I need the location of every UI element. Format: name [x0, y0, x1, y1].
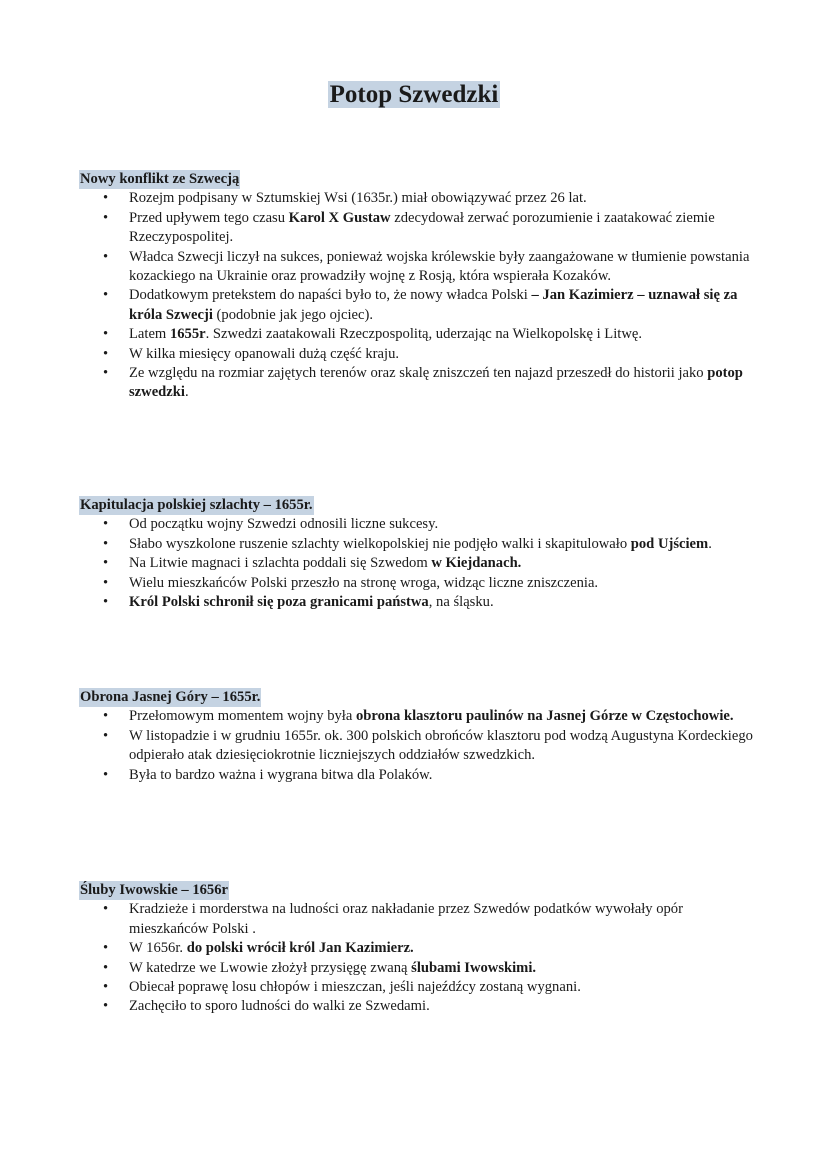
text: zdecydował zerwać porozumienie i zaatakować ziemie Rzeczypospolitej.	[129, 209, 715, 246]
list-item	[79, 535, 759, 554]
text: Wielu mieszkańców Polski przeszło na stronę wroga, widząc liczne zniszczenia.	[129, 574, 599, 591]
list-item	[79, 189, 759, 208]
text: .	[184, 384, 189, 401]
bold-text: w Kiejdanach.	[431, 555, 522, 572]
bold-text: pod Ujściem	[630, 535, 709, 552]
document-title-block	[0, 78, 828, 112]
list-item	[79, 209, 759, 248]
section-heading: Śluby Iwowskie – 1656r	[80, 882, 228, 898]
text: Ze względu na rozmiar zajętych terenów oraz skalę zniszczeń ten najazd przeszedł do historii jako	[129, 365, 708, 382]
text: Przełomowym momentem wojny była	[129, 708, 356, 725]
text: . Szwedzi zaatakowali Rzeczpospolitą, uderzając na Wielkopolskę i Litwę.	[205, 326, 642, 343]
bullet-list	[79, 515, 759, 612]
list-item	[79, 286, 759, 325]
list-item	[79, 707, 759, 726]
bold-text: do polski wrócił król Jan Kazimierz.	[186, 940, 414, 957]
text: (podobnie jak jego ojciec).	[212, 306, 373, 323]
list-item	[79, 364, 759, 403]
list-item	[79, 515, 759, 534]
list-item	[79, 325, 759, 344]
text: Obiecał poprawę losu chłopów i mieszczan, jeśli najeźdźcy zostaną wygnani.	[129, 979, 581, 996]
bold-text: obrona klasztoru paulinów na Jasnej Górze w Częstochowie.	[355, 708, 734, 725]
text: Kradzieże i morderstwa na ludności oraz nakładanie przez Szwedów podatków wywołały opór mieszkańców Polski .	[129, 901, 683, 937]
section-kapitulacja	[79, 496, 759, 612]
section-obrona-jasnej-gory	[79, 688, 759, 785]
bold-text: ślubami Iwowskimi.	[411, 959, 537, 976]
text: Zachęciło to sporo ludności do walki ze Szwedami.	[129, 998, 430, 1015]
text: Słabo wyszkolone ruszenie szlachty wielkopolskiej nie podjęło walki i skapitulowało	[129, 535, 631, 552]
text: Od początku wojny Szwedzi odnosili liczne sukcesy.	[129, 516, 439, 533]
list-item	[79, 248, 759, 287]
text: W katedrze we Lwowie złożył przysięgę zwaną	[129, 959, 412, 976]
text: W kilka miesięcy opanowali dużą część kraju.	[129, 345, 400, 362]
list-item	[79, 345, 759, 364]
bullet-list	[79, 900, 759, 1016]
document-title: Potop Szwedzki	[329, 81, 499, 108]
list-item	[79, 593, 759, 612]
text: W listopadzie i w grudniu 1655r. ok. 300 polskich obrońców klasztoru pod wodzą Augustyna Kordeckiego odpierało atak dziesięciokrotnie liczniejszych oddziałów szwedzkich.	[129, 727, 753, 764]
list-item	[79, 939, 759, 958]
text: Na Litwie magnaci i szlachta poddali się Szwedom	[129, 555, 432, 572]
bullet-list	[79, 189, 759, 402]
bold-text: Karol X Gustaw	[288, 209, 391, 226]
text: , na śląsku.	[428, 594, 494, 611]
bold-text: Król Polski schronił się poza granicami państwa	[129, 594, 429, 611]
text: Latem	[129, 326, 170, 343]
section-heading: Kapitulacja polskiej szlachty – 1655r.	[80, 497, 313, 513]
list-item	[79, 766, 759, 785]
bold-text: – Jan Kazimierz – uznawał się za króla Szwecji	[129, 287, 738, 323]
bullet-list	[79, 707, 759, 785]
list-item	[79, 900, 759, 939]
text: Rozejm podpisany w Sztumskiej Wsi (1635r.) miał obowiązywać przez 26 lat.	[129, 190, 587, 207]
section-heading: Nowy konflikt ze Szwecją	[80, 171, 240, 187]
list-item	[79, 727, 759, 766]
bold-text: potop szwedzki	[129, 365, 743, 401]
text: Władca Szwecji liczył na sukces, ponieważ wojska królewskie były zaangażowane w tłumienie powstania kozackiego na Ukrainie oraz prowadziły wojnę z Rosją, która wspierała Kozaków.	[129, 248, 750, 285]
text: .	[708, 535, 712, 552]
list-item	[79, 997, 759, 1016]
section-nowy-konflikt	[79, 170, 759, 403]
list-item	[79, 554, 759, 573]
text: Dodatkowym pretekstem do napaści było to, że nowy władca Polski	[129, 287, 532, 304]
text: Przed upływem tego czasu	[129, 209, 289, 226]
list-item	[79, 978, 759, 997]
text: Była to bardzo ważna i wygrana bitwa dla Polaków.	[129, 766, 433, 783]
list-item	[79, 574, 759, 593]
text: W 1656r.	[129, 940, 187, 957]
bold-text: 1655r	[169, 326, 206, 343]
list-item	[79, 959, 759, 978]
section-sluby-iwowskie	[79, 881, 759, 1017]
section-heading: Obrona Jasnej Góry – 1655r.	[80, 689, 261, 705]
